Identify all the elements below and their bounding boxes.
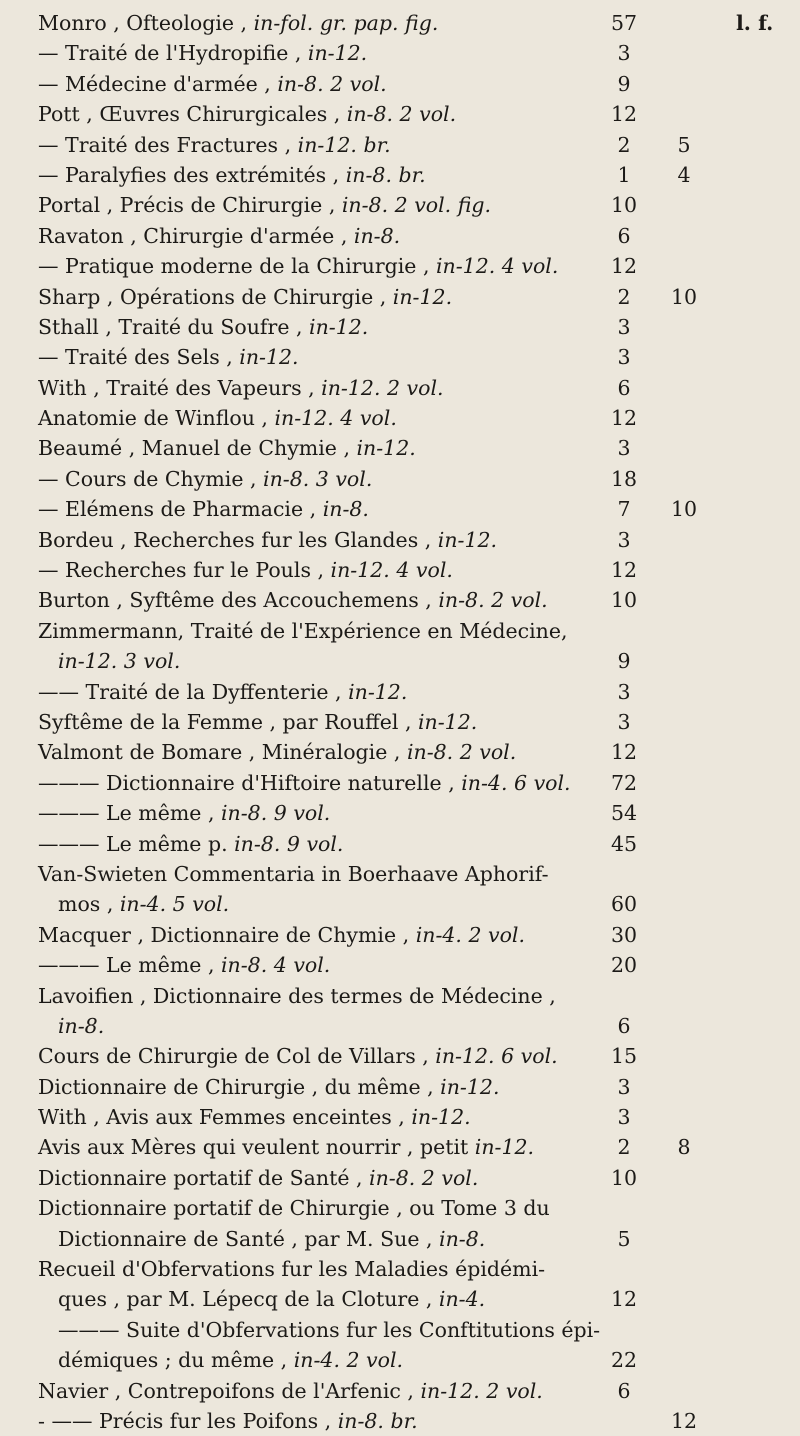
entry-format: in-12. — [307, 41, 368, 66]
entry-format: in-12. — [440, 1074, 500, 1099]
catalog-entry — [38, 707, 800, 737]
entry-title: Beaumé , Manuel de Chymie , — [38, 436, 350, 461]
catalog-entry — [38, 677, 800, 707]
catalog-entry — [38, 251, 800, 281]
entry-title: Cours de Chirurgie de Col de Villars , — [38, 1044, 429, 1069]
price-livres: 2 — [617, 132, 631, 157]
price-livres: 12 — [610, 1287, 638, 1312]
price-livres: 20 — [610, 953, 638, 978]
entry-title: Anatomie de Winflou , — [38, 406, 268, 431]
entry-title: Ravaton , Chirurgie d'armée , — [38, 223, 348, 248]
catalog-entry — [38, 981, 800, 1011]
entry-dash: ——— — [38, 831, 100, 856]
entry-dash: —— — [38, 679, 79, 704]
entry-format: in-4. 5 vol. — [119, 892, 230, 917]
entry-format: in-4. 6 vol. — [461, 770, 571, 795]
entry-dash: — — [38, 132, 66, 157]
price-sols: 12 — [670, 1408, 698, 1433]
price-livres: 7 — [617, 497, 631, 522]
entry-format: in-12. 2 vol. — [420, 1378, 543, 1403]
price-livres: 3 — [617, 436, 631, 461]
entry-title: ques , par M. Lépecq de la Cloture , — [58, 1287, 433, 1312]
entry-title: démiques ; du même , — [58, 1348, 288, 1373]
catalog-entry — [38, 190, 800, 220]
price-livres: 3 — [617, 679, 631, 704]
price-sols: 10 — [670, 497, 698, 522]
catalog-entry-continued — [38, 1345, 800, 1375]
catalog-entry — [38, 1041, 800, 1071]
price-livres: 3 — [617, 1105, 631, 1130]
entry-format: in-12. — [239, 345, 299, 370]
catalog-entry — [38, 1406, 800, 1436]
entry-title: Lavoifien , Dictionnaire des termes de Médecine , — [38, 983, 556, 1008]
price-livres: 12 — [610, 406, 638, 431]
entry-title: Paralyfies des extrémités , — [65, 162, 340, 187]
price-livres: 3 — [617, 345, 631, 370]
catalog-entry — [38, 616, 800, 646]
entry-title: Cours de Chymie , — [65, 466, 257, 491]
price-livres: 10 — [610, 588, 638, 613]
entry-dash: ——— — [38, 801, 100, 826]
entry-dash: — — [38, 558, 66, 583]
catalog-entry — [38, 1072, 800, 1102]
entry-title: Dictionnaire d'Hiftoire naturelle , — [106, 770, 455, 795]
price-livres: 18 — [610, 466, 638, 491]
catalog-entry — [38, 950, 800, 980]
catalog-entry — [38, 464, 800, 494]
entry-dash: — — [38, 345, 66, 370]
price-livres: 12 — [610, 740, 638, 765]
catalog-entry — [38, 160, 800, 190]
price-livres: 72 — [610, 770, 638, 795]
catalog-entry — [38, 69, 800, 99]
price-livres: 12 — [610, 254, 638, 279]
entry-title: Traité de la Dyffenterie , — [85, 679, 342, 704]
entry-format: in-8. — [353, 223, 401, 248]
entry-title: mos , — [58, 892, 114, 917]
entry-format: in-4. — [438, 1287, 486, 1312]
entry-format: in-8. 3 vol. — [263, 466, 373, 491]
price-livres: 3 — [617, 1074, 631, 1099]
catalog-entry — [38, 403, 800, 433]
entry-dash: — — [38, 71, 66, 96]
price-livres: 10 — [610, 1165, 638, 1190]
price-livres: 6 — [617, 223, 631, 248]
catalog-entry — [38, 555, 800, 585]
entry-title: Recherches fur le Pouls , — [65, 558, 324, 583]
entry-format: in-12. — [474, 1135, 535, 1160]
price-livres: 54 — [610, 801, 638, 826]
entry-title: Sthall , Traité du Soufre , — [38, 314, 303, 339]
catalog-entry — [38, 1315, 800, 1345]
entry-dash: — — [38, 162, 66, 187]
entry-title: Traité des Fractures , — [65, 132, 292, 157]
catalog-entry — [38, 494, 800, 524]
catalog-entry — [38, 1102, 800, 1132]
entry-title: Bordeu , Recherches fur les Glandes , — [38, 527, 432, 552]
entry-format: in-12. — [356, 436, 416, 461]
entry-title: Navier , Contrepoifons de l'Arfenic , — [38, 1378, 414, 1403]
entry-format: in-12. br. — [297, 132, 391, 157]
entry-format: in-8. 9 vol. — [234, 831, 344, 856]
entry-title: Sharp , Opérations de Chirurgie , — [38, 284, 387, 309]
price-livres: 3 — [617, 709, 631, 734]
entry-format: in-12. — [418, 709, 478, 734]
entry-format: in-8. 2 vol. — [406, 740, 517, 765]
catalog-entry-continued — [38, 1224, 800, 1254]
entry-dash: ——— — [58, 1317, 120, 1342]
catalog-entry — [38, 8, 800, 38]
entry-title: Macquer , Dictionnaire de Chymie , — [38, 922, 410, 947]
catalog-entry — [38, 221, 800, 251]
entry-title: Dictionnaire de Santé , par M. Sue , — [58, 1226, 433, 1251]
entry-title: Zimmermann, Traité de l'Expérience en Médecine, — [38, 618, 568, 643]
entry-title: Portal , Précis de Chirurgie , — [38, 193, 336, 218]
entry-title: Van-Swieten Commentaria in Boerhaave Aphorif- — [38, 861, 549, 886]
entry-title: With , Avis aux Femmes enceintes , — [38, 1105, 405, 1130]
price-livres: 3 — [617, 41, 631, 66]
price-livres: 3 — [617, 527, 631, 552]
entry-title: Le même p. — [106, 831, 228, 856]
book-catalog — [38, 8, 800, 1436]
entry-format: in-12. 4 vol. — [330, 558, 453, 583]
price-livres: 9 — [617, 649, 631, 674]
entry-format: in-8. br. — [345, 162, 426, 187]
entry-format: in-8. 9 vol. — [221, 801, 331, 826]
currency-header: l. f. — [736, 11, 774, 35]
catalog-entry — [38, 768, 800, 798]
catalog-entry — [38, 859, 800, 889]
entry-format: in-8. br. — [337, 1408, 418, 1433]
entry-title: Traité de l'Hydropifie , — [65, 41, 302, 66]
entry-format: in-8. 2 vol. fig. — [341, 193, 492, 218]
entry-format: in-8. 4 vol. — [221, 953, 331, 978]
entry-title: Le même , — [106, 953, 215, 978]
price-livres: 1 — [617, 162, 631, 187]
catalog-entry — [38, 342, 800, 372]
price-livres: 15 — [610, 1044, 638, 1069]
entry-format: in-12. 4 vol. — [436, 254, 559, 279]
entry-dash: — — [38, 41, 66, 66]
entry-title: Dictionnaire de Chirurgie , du même , — [38, 1074, 434, 1099]
entry-format: in-8. — [322, 497, 369, 522]
entry-title: Dictionnaire portatif de Santé , — [38, 1165, 363, 1190]
catalog-entry — [38, 38, 800, 68]
entry-title: Recueil d'Obfervations fur les Maladies épidémi- — [38, 1257, 546, 1282]
catalog-entry — [38, 130, 800, 160]
price-livres: 12 — [610, 102, 638, 127]
catalog-entry — [38, 1163, 800, 1193]
entry-title: Elémens de Pharmacie , — [65, 497, 317, 522]
price-livres: 57 — [610, 11, 638, 35]
catalog-entry — [38, 433, 800, 463]
entry-title: Monro , Ofteologie , — [38, 11, 248, 35]
entry-dash: ——— — [38, 770, 100, 795]
entry-dash: ——— — [38, 953, 100, 978]
price-livres: 6 — [617, 1378, 631, 1403]
price-livres: 30 — [610, 922, 638, 947]
price-livres: 10 — [610, 193, 638, 218]
catalog-entry — [38, 1254, 800, 1284]
price-livres: 12 — [610, 558, 638, 583]
entry-format: in-4. 2 vol. — [293, 1348, 404, 1373]
entry-format: in-8. 2 vol. — [438, 588, 548, 613]
catalog-entry — [38, 798, 800, 828]
entry-title: Le même , — [106, 801, 215, 826]
price-livres: 2 — [617, 1135, 631, 1160]
price-livres: 9 — [617, 71, 631, 96]
price-sols: 8 — [677, 1135, 691, 1160]
entry-title: Avis aux Mères qui veulent nourrir , petit — [38, 1135, 469, 1160]
price-livres: 45 — [610, 831, 638, 856]
catalog-entry — [38, 829, 800, 859]
price-livres: 6 — [617, 375, 631, 400]
entry-format: in-12. — [392, 284, 453, 309]
catalog-entry — [38, 920, 800, 950]
price-livres: 5 — [617, 1226, 631, 1251]
entry-title: Précis fur les Poifons , — [98, 1408, 332, 1433]
catalog-entry — [38, 282, 800, 312]
entry-dash: — — [38, 466, 66, 491]
entry-dash: — — [38, 254, 66, 279]
entry-title: Traité des Sels , — [65, 345, 233, 370]
price-livres: 22 — [610, 1348, 638, 1373]
entry-format: in-8. — [58, 1013, 105, 1038]
entry-format: in-fol. gr. pap. fig. — [253, 11, 439, 35]
catalog-entry-continued — [38, 1011, 800, 1041]
catalog-entry-continued — [38, 1284, 800, 1314]
entry-format: in-12. 4 vol. — [274, 406, 397, 431]
catalog-entry-continued — [38, 646, 800, 676]
entry-title: With , Traité des Vapeurs , — [38, 375, 315, 400]
entry-format: in-12. — [309, 314, 369, 339]
catalog-entry — [38, 373, 800, 403]
catalog-entry — [38, 585, 800, 615]
entry-format: in-12. 3 vol. — [58, 649, 181, 674]
price-livres: 6 — [617, 1013, 631, 1038]
entry-format: in-8. 2 vol. — [346, 102, 457, 127]
entry-format: in-12. — [411, 1105, 471, 1130]
entry-title: Suite d'Obfervations fur les Conftitutions épi- — [126, 1317, 601, 1342]
price-livres: 60 — [610, 892, 638, 917]
entry-title: Pott , Œuvres Chirurgicales , — [38, 102, 341, 127]
price-livres: 2 — [617, 284, 631, 309]
entry-format: in-8. — [439, 1226, 486, 1251]
entry-format: in-8. 2 vol. — [277, 71, 387, 96]
entry-title: Valmont de Bomare , Minéralogie , — [38, 740, 401, 765]
entry-format: in-12. — [348, 679, 408, 704]
entry-title: Burton , Syftême des Accouchemens , — [38, 588, 432, 613]
catalog-entry — [38, 525, 800, 555]
entry-title: Pratique moderne de la Chirurgie , — [65, 254, 430, 279]
entry-title: Médecine d'armée , — [65, 71, 271, 96]
entry-title: Syftême de la Femme , par Rouffel , — [38, 709, 412, 734]
catalog-entry — [38, 312, 800, 342]
catalog-entry — [38, 737, 800, 767]
catalog-entry — [38, 1193, 800, 1223]
catalog-entry — [38, 1132, 800, 1162]
entry-format: in-12. — [437, 527, 498, 552]
entry-title: Dictionnaire portatif de Chirurgie , ou Tome 3 du — [38, 1196, 550, 1221]
price-sols: 10 — [670, 284, 698, 309]
entry-format: in-12. 2 vol. — [321, 375, 444, 400]
price-livres: 3 — [617, 314, 631, 339]
catalog-entry-continued — [38, 889, 800, 919]
entry-format: in-8. 2 vol. — [369, 1165, 479, 1190]
catalog-entry — [38, 99, 800, 129]
price-sols: 5 — [677, 132, 691, 157]
entry-dash: — — [38, 497, 66, 522]
entry-dash: - —— — [38, 1408, 93, 1433]
catalog-entry — [38, 1376, 800, 1406]
price-sols: 4 — [677, 162, 691, 187]
entry-format: in-4. 2 vol. — [415, 922, 526, 947]
entry-format: in-12. 6 vol. — [435, 1044, 558, 1069]
